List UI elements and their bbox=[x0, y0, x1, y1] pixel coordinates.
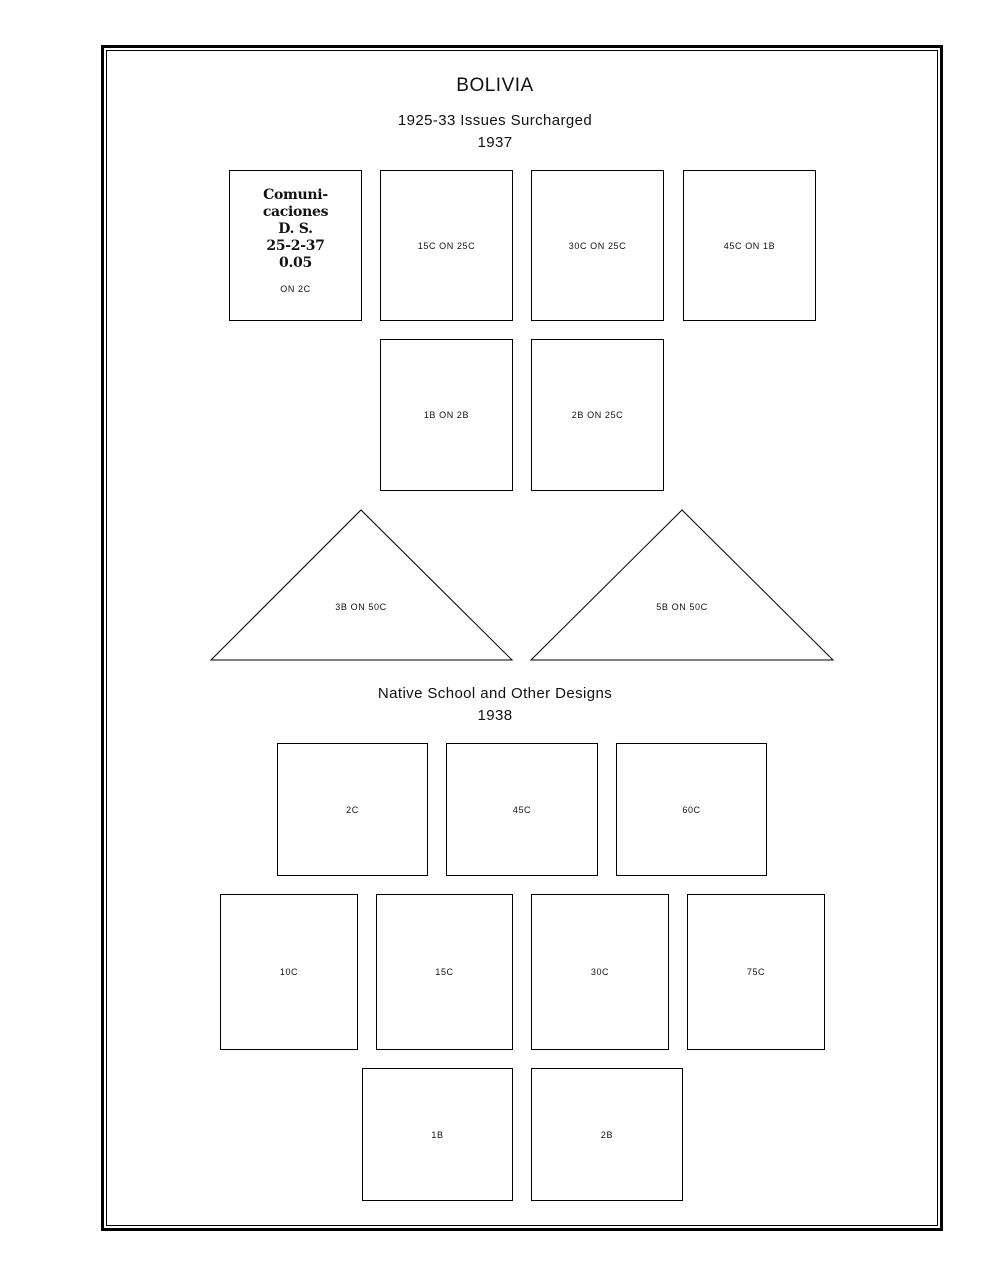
stamp-label: 10C bbox=[279, 967, 299, 977]
stamp-label: 2C bbox=[346, 804, 359, 815]
stamp-label: 45C bbox=[512, 804, 532, 815]
stamp-label: 1B bbox=[431, 1129, 444, 1140]
stamp-label: 45C ON 1B bbox=[723, 240, 776, 251]
stamp-space bbox=[531, 894, 669, 1050]
stamp-space bbox=[277, 743, 428, 876]
stamp-space bbox=[616, 743, 767, 876]
stamp-space bbox=[376, 894, 513, 1050]
triangle-stamp-space bbox=[211, 510, 512, 660]
stamp-label: 2B ON 25C bbox=[571, 410, 624, 420]
stamp-label: 1B ON 2B bbox=[423, 410, 470, 420]
stamp-space bbox=[362, 1068, 513, 1201]
section-1938-heading: Native School and Other Designs bbox=[377, 685, 613, 702]
stamp-label: 2B bbox=[600, 1129, 614, 1140]
section-1937-heading: 1925-33 Issues Surcharged bbox=[397, 112, 593, 129]
stamp-label: 30C bbox=[590, 967, 610, 977]
surcharge-overprint-image: Comuni- caciones D. S. 25-2-37 0.05 bbox=[262, 187, 329, 271]
stamp-label: 15C ON 25C bbox=[417, 240, 476, 251]
section-1937-year: 1937 bbox=[477, 134, 513, 151]
stamp-space bbox=[220, 894, 358, 1050]
stamp-label: 5B ON 50C bbox=[656, 602, 708, 612]
stamp-space bbox=[531, 1068, 683, 1201]
stamp-space bbox=[446, 743, 598, 876]
stamp-label: ON 2C bbox=[280, 284, 311, 294]
stamp-label: 75C bbox=[746, 967, 766, 977]
stamp-label: 60C bbox=[682, 804, 701, 815]
triangle-stamp-space bbox=[531, 510, 833, 660]
stamp-space bbox=[687, 894, 825, 1050]
section-1938-year: 1938 bbox=[477, 707, 513, 724]
stamp-label: 15C bbox=[435, 967, 454, 977]
page-title: BOLIVIA bbox=[456, 75, 534, 96]
stamp-label: 30C ON 25C bbox=[568, 240, 627, 251]
stamp-label: 3B ON 50C bbox=[335, 602, 387, 612]
